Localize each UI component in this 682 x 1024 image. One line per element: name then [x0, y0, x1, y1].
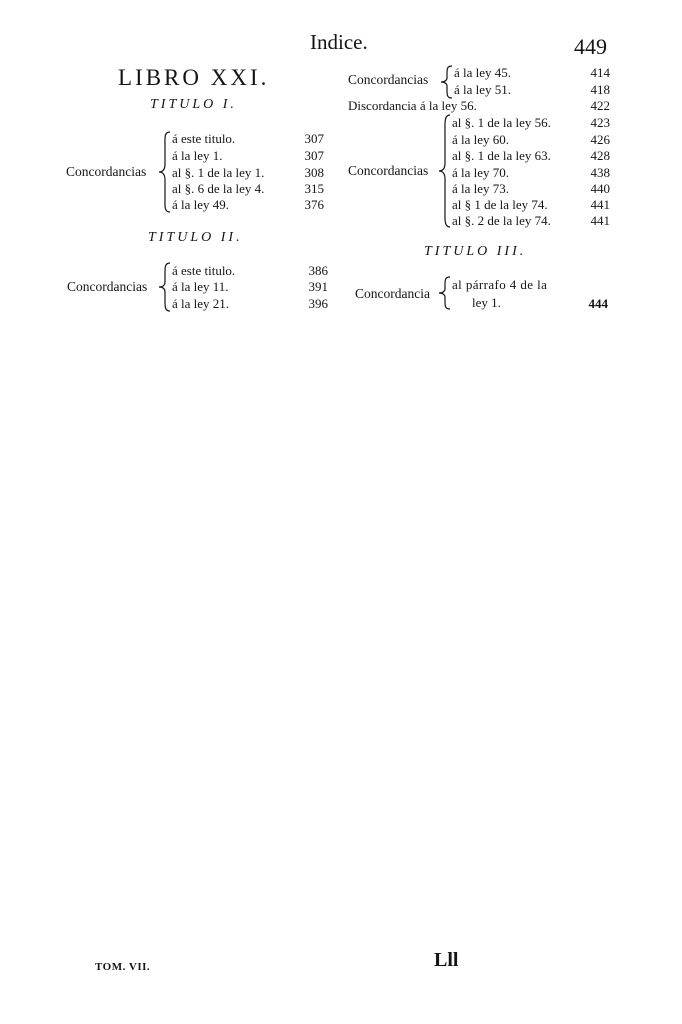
footer-volume: TOM. VII.	[95, 961, 151, 973]
titulo-1-group-label: Concordancias	[66, 164, 147, 179]
titulo-1-page-4: 315	[304, 181, 324, 196]
right-group-b-entry-4: á la ley 70.	[452, 165, 510, 180]
titulo-3-page: 444	[588, 296, 608, 311]
right-group-b-label: Concordancias	[348, 163, 429, 178]
titulo-1-brace	[158, 130, 172, 214]
titulo-1-entry-2: á la ley 1.	[172, 148, 223, 163]
titulo-1-entry-5: á la ley 49.	[172, 197, 230, 212]
running-title: Indice.	[310, 30, 368, 54]
titulo-1-page-3: 308	[304, 165, 324, 180]
book-title: LIBRO XXI.	[118, 65, 270, 90]
right-group-b-page-6: 441	[590, 197, 610, 212]
titulo-1-page-2: 307	[304, 148, 324, 163]
titulo-3-heading: TITULO III.	[424, 244, 527, 259]
titulo-3-group-label: Concordancia	[355, 286, 430, 301]
right-group-a-entry-2: á la ley 51.	[454, 82, 512, 97]
discordancia-page: 422	[590, 98, 610, 113]
titulo-2-heading: TITULO II.	[148, 230, 243, 245]
titulo-1-page-1: 307	[304, 131, 324, 146]
right-group-b-entry-1: al §. 1 de la ley 56.	[452, 115, 551, 130]
right-group-b-page-2: 426	[590, 132, 610, 147]
page-number: 449	[574, 34, 607, 59]
titulo-2-page-1: 386	[308, 263, 328, 278]
discordancia-entry: Discordancia á la ley 56.	[348, 98, 477, 113]
titulo-2-group-label: Concordancias	[67, 279, 148, 294]
right-group-b-entry-7: al §. 2 de la ley 74.	[452, 213, 551, 228]
footer-signature: Lll	[434, 949, 459, 971]
titulo-1-entry-3: al §. 1 de la ley 1.	[172, 165, 265, 180]
titulo-1-heading: TITULO I.	[150, 97, 237, 112]
right-group-b-entry-3: al §. 1 de la ley 63.	[452, 148, 551, 163]
right-group-b-page-5: 440	[590, 181, 610, 196]
right-group-b-page-1: 423	[590, 115, 610, 130]
titulo-2-entry-2: á la ley 11.	[172, 279, 229, 294]
titulo-3-entry-line-2: ley 1.	[472, 295, 501, 310]
titulo-1-entry-1: á este titulo.	[172, 131, 236, 146]
right-group-b-page-4: 438	[590, 165, 610, 180]
titulo-1-entry-4: al §. 6 de la ley 4.	[172, 181, 265, 196]
right-group-a-entry-1: á la ley 45.	[454, 65, 512, 80]
titulo-1-page-5: 376	[304, 197, 324, 212]
titulo-2-brace	[158, 261, 172, 313]
right-group-b-entry-2: á la ley 60.	[452, 132, 510, 147]
right-group-a-page-2: 418	[590, 82, 610, 97]
titulo-2-entry-1: á este titulo.	[172, 263, 236, 278]
titulo-2-page-2: 391	[308, 279, 328, 294]
titulo-3-entry-line-1: al párrafo 4 de la	[452, 277, 548, 292]
titulo-3-brace	[438, 275, 452, 311]
right-group-a-label: Concordancias	[348, 72, 429, 87]
right-group-a-page-1: 414	[590, 65, 610, 80]
titulo-2-entry-3: á la ley 21.	[172, 296, 230, 311]
right-group-b-page-3: 428	[590, 148, 610, 163]
right-group-b-page-7: 441	[590, 213, 610, 228]
right-group-b-brace	[438, 113, 452, 229]
right-group-b-entry-6: al § 1 de la ley 74.	[452, 197, 548, 212]
right-group-b-entry-5: á la ley 73.	[452, 181, 510, 196]
titulo-2-page-3: 396	[308, 296, 328, 311]
right-group-a-brace	[440, 64, 454, 100]
